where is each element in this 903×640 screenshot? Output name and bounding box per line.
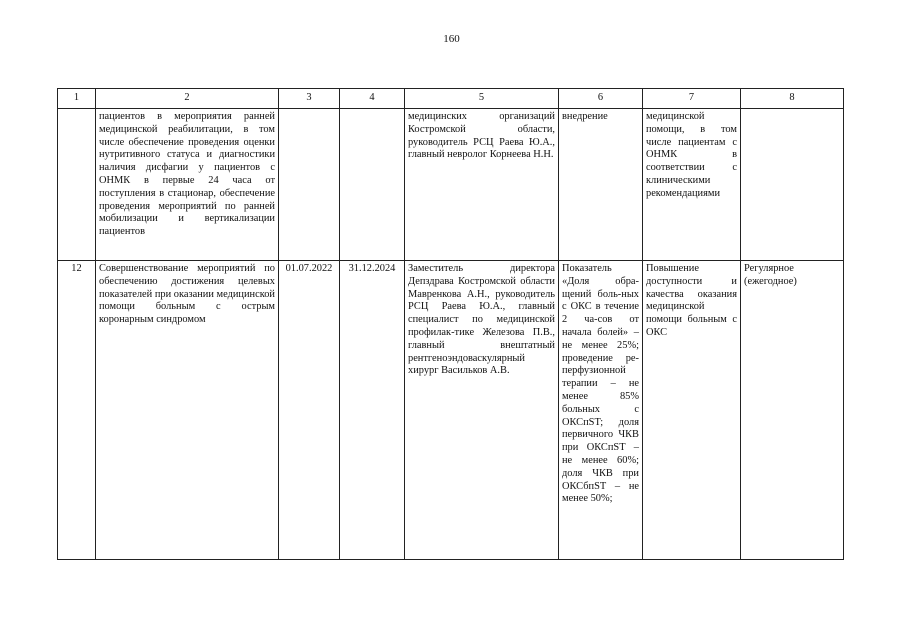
start-date-cell: [279, 109, 340, 261]
table-header-row: [58, 89, 844, 109]
header-cell-1: 1: [58, 89, 96, 109]
header-cell-3: 3: [279, 89, 340, 109]
table-row: [58, 261, 844, 560]
measure-cell: пациентов в мероприятия ранней медицинской реабилитации, в том числе обеспечение проведения оценки нутритивного статуса и диагностики наличия дисфагии у пациентов с ОНМК в первые 24 часа от поступления в стационар, обеспечение проведения мероприятий по ранней мобилизации и вертикализации пациентов: [96, 109, 279, 261]
header-cell-7: 7: [643, 89, 741, 109]
page-number: 160: [443, 33, 460, 45]
header-cell-6: 6: [559, 89, 643, 109]
header-cell-2: 2: [96, 89, 279, 109]
indicator-cell: внедрение: [559, 109, 643, 261]
header-cell-4: 4: [340, 89, 405, 109]
responsible-cell: Заместитель директора Депздрава Костромской области Мавренкова А.Н., руководитель РСЦ Раева Ю.А., главный специалист по медицинской профилак-тике Железова П.В., главный внештатный рентгеноэндоваскулярный хирург Васильков А.В.: [405, 261, 559, 560]
frequency-cell: Регулярное (ежегодное): [741, 261, 844, 560]
measure-cell: Совершенствование мероприятий по обеспечению достижения целевых показателей при оказании медицинской помощи больным с острым коронарным синдромом: [96, 261, 279, 560]
end-date-cell: [340, 109, 405, 261]
row-number-cell: 12: [58, 261, 96, 560]
responsible-cell: медицинских организаций Костромской области, руководитель РСЦ Раева Ю.А., главный невролог Корнеева Н.Н.: [405, 109, 559, 261]
result-cell: медицинской помощи, в том числе пациентам с ОНМК в соответствии с клиническими рекомендациями: [643, 109, 741, 261]
frequency-cell: [741, 109, 844, 261]
header-cell-8: 8: [741, 89, 844, 109]
plan-table: [57, 88, 844, 560]
header-cell-5: 5: [405, 89, 559, 109]
result-cell: Повышение доступности и качества оказания медицинской помощи больным с ОКС: [643, 261, 741, 560]
indicator-cell: Показатель «Доля обра-щений боль-ных с ОКС в течение 2 ча-сов от начала болей» – не менее 25%; проведение ре-перфузионной терапии – не менее 85% больных с ОКСпST; доля первичного ЧКВ при ОКСпST – не менее 60%; доля ЧКВ при ОКСбпST – не менее 50%;: [559, 261, 643, 560]
end-date-cell: 31.12.2024: [340, 261, 405, 560]
row-number-cell: [58, 109, 96, 261]
start-date-cell: 01.07.2022: [279, 261, 340, 560]
table-row: [58, 109, 844, 261]
